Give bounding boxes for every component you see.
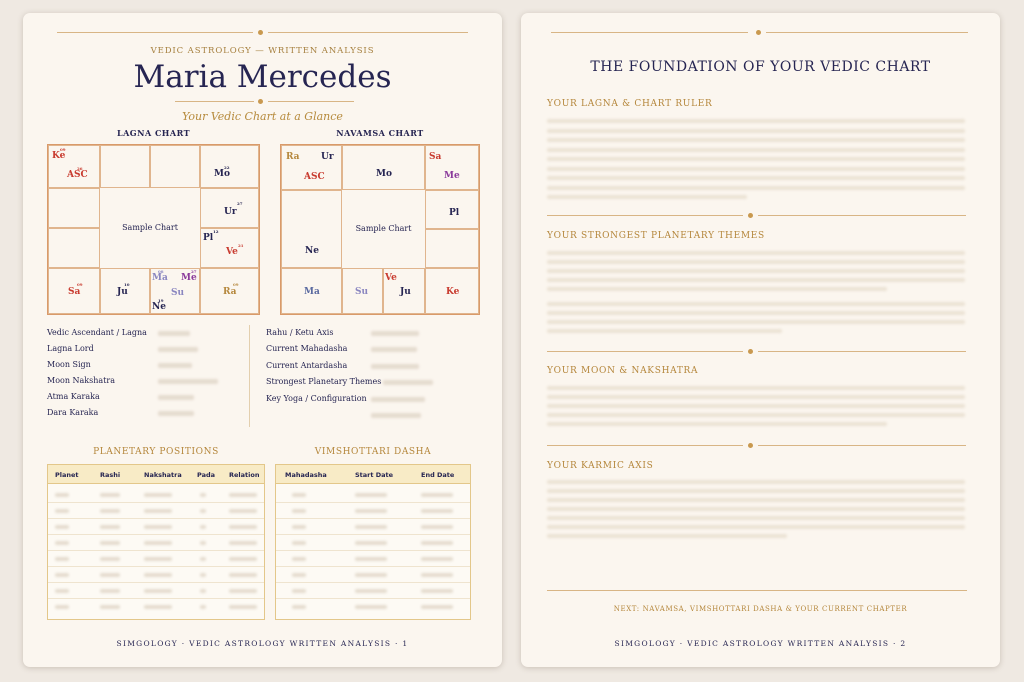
redacted-value bbox=[371, 331, 419, 336]
redacted-cell bbox=[200, 573, 206, 577]
top-ornament-dot bbox=[258, 30, 263, 35]
name-underline-dot bbox=[258, 99, 263, 104]
table-row-rule bbox=[276, 566, 470, 567]
kv-label-antardasha: Current Antardasha bbox=[266, 361, 348, 370]
column-header: End Date bbox=[421, 471, 455, 479]
redacted-cell bbox=[421, 557, 453, 561]
column-header: Nakshatra bbox=[144, 471, 182, 479]
redacted-value bbox=[158, 363, 192, 368]
redacted-value bbox=[158, 411, 194, 416]
column-header: Relation bbox=[229, 471, 260, 479]
positions-title: PLANETARY POSITIONS bbox=[93, 447, 219, 457]
redacted-text-line bbox=[547, 320, 965, 324]
section-divider-dot bbox=[748, 213, 753, 218]
column-header: Planet bbox=[55, 471, 79, 479]
section-heading-karmic-axis: YOUR KARMIC AXIS bbox=[547, 461, 654, 471]
next-chapter-note: NEXT: NAVAMSA, VIMSHOTTARI DASHA & YOUR CURRENT CHAPTER bbox=[613, 605, 908, 613]
page-two bbox=[521, 13, 1000, 667]
redacted-cell bbox=[100, 605, 120, 609]
planet-sa: Sa bbox=[429, 152, 442, 162]
redacted-cell bbox=[421, 541, 453, 545]
page-subtitle: Your Vedic Chart at a Glance bbox=[182, 110, 343, 123]
dasha-table bbox=[275, 464, 471, 620]
redacted-text-line bbox=[547, 404, 965, 408]
redacted-text-line bbox=[547, 287, 887, 291]
kv-label-rahu-ketu: Rahu / Ketu Axis bbox=[266, 328, 334, 337]
table-row-rule bbox=[276, 534, 470, 535]
redacted-cell bbox=[421, 493, 453, 497]
section-heading-moon-nakshatra: YOUR MOON & NAKSHATRA bbox=[547, 366, 699, 376]
planet-ju: Ju bbox=[400, 287, 411, 297]
redacted-cell bbox=[55, 541, 69, 545]
redacted-cell bbox=[200, 605, 206, 609]
house-cell bbox=[100, 145, 150, 188]
column-header: Rashi bbox=[100, 471, 121, 479]
redacted-cell bbox=[100, 541, 120, 545]
redacted-text-line bbox=[547, 195, 747, 199]
name-underline-right bbox=[268, 101, 354, 102]
redacted-text-line bbox=[547, 507, 965, 511]
redacted-cell bbox=[355, 541, 387, 545]
planet-ma: Ma bbox=[304, 287, 320, 297]
redacted-cell bbox=[144, 573, 172, 577]
redacted-text-line bbox=[547, 157, 965, 161]
redacted-cell bbox=[55, 605, 69, 609]
table-row-rule bbox=[48, 534, 264, 535]
redacted-text-line bbox=[547, 138, 965, 142]
planet-ma: Ma bbox=[152, 273, 168, 283]
redacted-cell bbox=[355, 493, 387, 497]
degree-ma: 08 bbox=[158, 269, 164, 274]
redacted-text-line bbox=[547, 119, 965, 123]
kv-label-dara-karaka: Dara Karaka bbox=[47, 408, 99, 417]
kv-label-moon-nakshatra: Moon Nakshatra bbox=[47, 376, 115, 385]
degree-me: 27 bbox=[191, 269, 197, 274]
degree-ve: 21 bbox=[238, 243, 244, 248]
dasha-table-header bbox=[276, 465, 470, 484]
planet-mo: Mo bbox=[214, 169, 230, 179]
kv-label-mahadasha: Current Mahadasha bbox=[266, 344, 348, 353]
redacted-text-line bbox=[547, 516, 965, 520]
client-name: Maria Mercedes bbox=[133, 59, 392, 95]
lagna-chart-title: LAGNA CHART bbox=[116, 128, 191, 138]
redacted-cell bbox=[200, 541, 206, 545]
house-cell bbox=[48, 228, 100, 268]
redacted-text-line bbox=[547, 186, 965, 190]
table-row-rule bbox=[276, 598, 470, 599]
redacted-cell bbox=[144, 525, 172, 529]
redacted-value bbox=[371, 364, 419, 369]
degree-ju: 10 bbox=[124, 282, 130, 287]
section-divider-line bbox=[547, 445, 743, 446]
redacted-text-line bbox=[547, 386, 965, 390]
degree-ke: 09 bbox=[60, 147, 66, 152]
section-divider-line bbox=[547, 351, 743, 352]
column-header: Mahadasha bbox=[285, 471, 327, 479]
section-divider-line bbox=[758, 215, 966, 216]
kv-label-atma-karaka: Atma Karaka bbox=[47, 392, 100, 401]
redacted-text-line bbox=[547, 489, 965, 493]
key-values-divider bbox=[249, 325, 250, 427]
redacted-cell bbox=[200, 557, 206, 561]
table-row-rule bbox=[48, 502, 264, 503]
degree-pl: 12 bbox=[213, 229, 219, 234]
navamsa-chart-title: NAVAMSA CHART bbox=[336, 128, 424, 138]
redacted-cell bbox=[355, 509, 387, 513]
dasha-title: VIMSHOTTARI DASHA bbox=[314, 447, 432, 457]
redacted-cell bbox=[200, 509, 206, 513]
planet-ur: Ur bbox=[224, 207, 237, 217]
planet-pl: Pl bbox=[449, 208, 460, 218]
redacted-cell bbox=[229, 493, 257, 497]
redacted-value bbox=[383, 380, 433, 385]
redacted-cell bbox=[355, 573, 387, 577]
section-divider-line bbox=[758, 445, 966, 446]
redacted-cell bbox=[200, 493, 206, 497]
planet-me: Me bbox=[444, 171, 460, 181]
kv-label-moon-sign: Moon Sign bbox=[47, 360, 91, 369]
lagna-chart bbox=[47, 144, 260, 315]
planet-ra: Ra bbox=[286, 152, 300, 162]
redacted-cell bbox=[292, 605, 306, 609]
redacted-cell bbox=[144, 557, 172, 561]
table-row-rule bbox=[48, 582, 264, 583]
redacted-cell bbox=[421, 573, 453, 577]
table-row-rule bbox=[48, 598, 264, 599]
next-divider bbox=[547, 590, 967, 591]
section-divider-line bbox=[758, 351, 966, 352]
kv-label-lagna-lord: Lagna Lord bbox=[47, 344, 94, 353]
redacted-cell bbox=[55, 573, 69, 577]
redacted-cell bbox=[229, 525, 257, 529]
redacted-text-line bbox=[547, 302, 965, 306]
planet-asc: ASC bbox=[67, 170, 88, 180]
redacted-cell bbox=[292, 493, 306, 497]
planet-ne: Ne bbox=[152, 302, 166, 312]
redacted-text-line bbox=[547, 269, 965, 273]
navamsa-chart bbox=[280, 144, 480, 315]
page-one bbox=[23, 13, 502, 667]
redacted-value bbox=[371, 413, 421, 418]
top-ornament-dot bbox=[756, 30, 761, 35]
redacted-cell bbox=[292, 557, 306, 561]
redacted-text-line bbox=[547, 167, 965, 171]
redacted-cell bbox=[421, 589, 453, 593]
column-header: Pada bbox=[197, 471, 216, 479]
top-ornament-line-left bbox=[57, 32, 253, 33]
page-two-title: THE FOUNDATION OF YOUR VEDIC CHART bbox=[590, 59, 931, 75]
planet-su: Su bbox=[355, 287, 369, 297]
redacted-cell bbox=[229, 557, 257, 561]
redacted-cell bbox=[100, 525, 120, 529]
redacted-text-line bbox=[547, 311, 965, 315]
redacted-cell bbox=[229, 605, 257, 609]
name-underline-left bbox=[175, 101, 254, 102]
planet-su: Su bbox=[171, 288, 185, 298]
redacted-cell bbox=[229, 509, 257, 513]
redacted-cell bbox=[55, 525, 69, 529]
degree-mo: 22 bbox=[224, 165, 230, 170]
redacted-cell bbox=[421, 525, 453, 529]
redacted-text-line bbox=[547, 329, 782, 333]
section-divider-dot bbox=[748, 349, 753, 354]
table-row-rule bbox=[276, 550, 470, 551]
redacted-cell bbox=[55, 557, 69, 561]
planet-ne: Ne bbox=[305, 246, 319, 256]
planet-pl: Pl bbox=[203, 233, 214, 243]
redacted-text-line bbox=[547, 148, 965, 152]
redacted-cell bbox=[355, 589, 387, 593]
redacted-text-line bbox=[547, 129, 965, 133]
table-row-rule bbox=[276, 518, 470, 519]
redacted-cell bbox=[355, 605, 387, 609]
planet-ve: Ve bbox=[226, 247, 238, 257]
house-cell bbox=[425, 229, 479, 268]
redacted-cell bbox=[355, 525, 387, 529]
redacted-value bbox=[371, 397, 425, 402]
planet-ke: Ke bbox=[446, 287, 460, 297]
redacted-text-line bbox=[547, 422, 887, 426]
redacted-text-line bbox=[547, 525, 965, 529]
redacted-cell bbox=[229, 541, 257, 545]
redacted-text-line bbox=[547, 260, 965, 264]
planet-ke: Ke bbox=[52, 151, 66, 161]
planet-sa: Sa bbox=[68, 287, 81, 297]
planet-ju: Ju bbox=[117, 287, 128, 297]
section-divider-dot bbox=[748, 443, 753, 448]
redacted-text-line bbox=[547, 278, 965, 282]
house-cell bbox=[150, 145, 200, 188]
redacted-value bbox=[158, 379, 218, 384]
kv-label-planetary-themes: Strongest Planetary Themes bbox=[266, 377, 382, 386]
redacted-cell bbox=[421, 509, 453, 513]
redacted-text-line bbox=[547, 480, 965, 484]
redacted-cell bbox=[100, 557, 120, 561]
redacted-value bbox=[158, 347, 198, 352]
redacted-cell bbox=[292, 589, 306, 593]
redacted-cell bbox=[144, 541, 172, 545]
redacted-cell bbox=[144, 493, 172, 497]
redacted-text-line bbox=[547, 534, 787, 538]
redacted-cell bbox=[100, 493, 120, 497]
redacted-value bbox=[158, 395, 194, 400]
report-kicker: VEDIC ASTROLOGY — WRITTEN ANALYSIS bbox=[150, 46, 375, 56]
kv-label-ascendant: Vedic Ascendant / Lagna bbox=[47, 328, 147, 337]
redacted-cell bbox=[200, 525, 206, 529]
house-cell bbox=[48, 188, 100, 228]
navamsa-center-label: Sample Chart bbox=[355, 224, 412, 233]
house-cell bbox=[342, 145, 425, 190]
table-row-rule bbox=[48, 518, 264, 519]
house-cell bbox=[281, 190, 342, 268]
redacted-text-line bbox=[547, 395, 965, 399]
planet-ve: Ve bbox=[385, 273, 397, 283]
positions-table-header bbox=[48, 465, 264, 484]
redacted-text-line bbox=[547, 413, 965, 417]
degree-asc: 26 bbox=[77, 166, 83, 171]
redacted-text-line bbox=[547, 251, 965, 255]
redacted-cell bbox=[292, 573, 306, 577]
planet-ur: Ur bbox=[321, 152, 334, 162]
positions-table bbox=[47, 464, 265, 620]
redacted-cell bbox=[292, 509, 306, 513]
redacted-cell bbox=[55, 589, 69, 593]
degree-ra: 09 bbox=[233, 282, 239, 287]
redacted-cell bbox=[229, 573, 257, 577]
section-heading-planetary-themes: YOUR STRONGEST PLANETARY THEMES bbox=[547, 231, 765, 241]
redacted-cell bbox=[229, 589, 257, 593]
redacted-cell bbox=[100, 509, 120, 513]
planet-me: Me bbox=[181, 273, 197, 283]
redacted-value bbox=[371, 347, 417, 352]
degree-ne: 19 bbox=[158, 298, 164, 303]
redacted-cell bbox=[355, 557, 387, 561]
planet-asc: ASC bbox=[304, 172, 325, 182]
redacted-cell bbox=[55, 509, 69, 513]
redacted-value bbox=[158, 331, 190, 336]
redacted-cell bbox=[100, 589, 120, 593]
table-row-rule bbox=[276, 582, 470, 583]
table-row-rule bbox=[276, 502, 470, 503]
redacted-cell bbox=[100, 573, 120, 577]
kv-label-key-yoga: Key Yoga / Configuration bbox=[266, 394, 367, 403]
redacted-cell bbox=[421, 605, 453, 609]
redacted-cell bbox=[144, 509, 172, 513]
table-row-rule bbox=[48, 550, 264, 551]
redacted-text-line bbox=[547, 498, 965, 502]
top-ornament-line-left bbox=[551, 32, 748, 33]
redacted-text-line bbox=[547, 176, 965, 180]
top-ornament-line-right bbox=[268, 32, 468, 33]
redacted-cell bbox=[144, 605, 172, 609]
redacted-cell bbox=[144, 589, 172, 593]
page-footer: SIMGOLOGY · VEDIC ASTROLOGY WRITTEN ANALYSIS · 1 bbox=[116, 639, 409, 648]
redacted-cell bbox=[200, 589, 206, 593]
redacted-cell bbox=[292, 525, 306, 529]
degree-ur: 27 bbox=[237, 201, 243, 206]
section-divider-line bbox=[547, 215, 743, 216]
top-ornament-line-right bbox=[766, 32, 968, 33]
planet-mo: Mo bbox=[376, 169, 392, 179]
redacted-cell bbox=[292, 541, 306, 545]
planet-ra: Ra bbox=[223, 287, 237, 297]
degree-sa: 09 bbox=[77, 282, 83, 287]
lagna-center-label: Sample Chart bbox=[122, 223, 178, 232]
redacted-cell bbox=[55, 493, 69, 497]
section-heading-lagna: YOUR LAGNA & CHART RULER bbox=[547, 99, 713, 109]
column-header: Start Date bbox=[355, 471, 394, 479]
table-row-rule bbox=[48, 566, 264, 567]
page-footer: SIMGOLOGY · VEDIC ASTROLOGY WRITTEN ANALYSIS · 2 bbox=[614, 639, 907, 648]
